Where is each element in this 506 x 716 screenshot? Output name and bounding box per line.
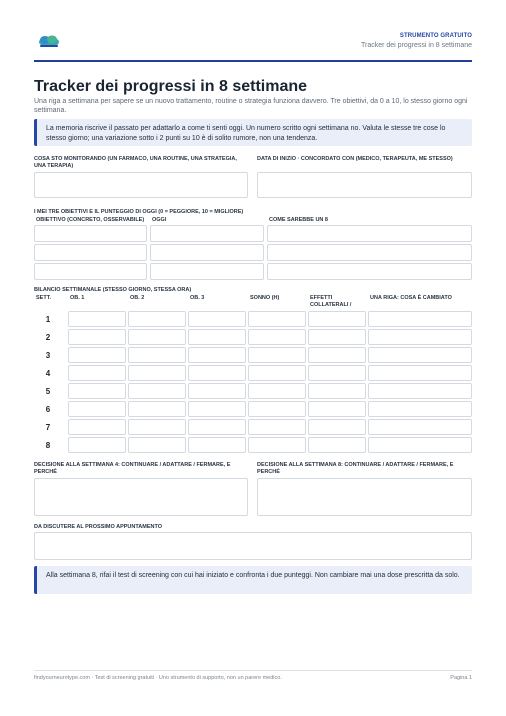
goal-2-today-field[interactable]: [150, 244, 264, 261]
week-2-side-effects-cell[interactable]: [308, 329, 366, 345]
week-number: 4: [45, 369, 51, 378]
week-3-change-cell[interactable]: [368, 347, 472, 363]
discuss-field[interactable]: [34, 532, 472, 560]
week-3-side-effects-cell[interactable]: [308, 347, 366, 363]
week-6-ob1-cell[interactable]: [68, 401, 126, 417]
week4-decision-label: DECISIONE ALLA SETTIMANA 4: CONTINUARE / ADATTARE / FERMARE, E PERCHÉ: [34, 462, 231, 475]
week-4-ob1-cell[interactable]: [68, 365, 126, 381]
week-3-ob3-cell[interactable]: [188, 347, 246, 363]
week-number: 8: [45, 441, 51, 450]
goal-2-field[interactable]: [34, 244, 147, 261]
week-1-ob1-cell[interactable]: [68, 311, 126, 327]
week-7-ob3-cell[interactable]: [188, 419, 246, 435]
weekly-col-side-effects: EFFETTI COLLATERALI /: [310, 295, 352, 308]
goal-3-week8-field[interactable]: [267, 263, 472, 280]
weekly-col-week: SETT.: [36, 295, 51, 301]
weekly-col-ob1: OB. 1: [70, 295, 85, 301]
week-8-side-effects-cell[interactable]: [308, 437, 366, 453]
week-2-ob1-cell[interactable]: [68, 329, 126, 345]
week-2-ob3-cell[interactable]: [188, 329, 246, 345]
monitor-start-label: DATA DI INIZIO · CONCORDATO CON (MEDICO, TERAPEUTA, ME STESSO): [257, 156, 453, 162]
goals-col-week8: COME SAREBBE UN 8: [269, 217, 328, 223]
weekly-section-label: BILANCIO SETTIMANALE (STESSO GIORNO, STESSA ORA): [34, 287, 192, 293]
discuss-label: DA DISCUTERE AL PROSSIMO APPUNTAMENTO: [34, 524, 163, 530]
page-title: Tracker dei progressi in 8 settimane: [34, 78, 308, 95]
week-7-side-effects-cell[interactable]: [308, 419, 366, 435]
brain-cloud-logo-icon: [38, 34, 60, 48]
week-7-sleep-cell[interactable]: [248, 419, 306, 435]
weekly-col-sleep: SONNO (H): [250, 295, 280, 301]
header-subtitle: Tracker dei progressi in 8 settimane: [360, 42, 472, 49]
week-5-ob1-cell[interactable]: [68, 383, 126, 399]
week-number: 5: [45, 387, 51, 396]
week-5-ob2-cell[interactable]: [128, 383, 186, 399]
goal-2-week8-field[interactable]: [267, 244, 472, 261]
week-3-ob2-cell[interactable]: [128, 347, 186, 363]
week-2-change-cell[interactable]: [368, 329, 472, 345]
footer-text: findyourneurotype.com · Test di screening gratuiti · Uno strumento di supporto, non un parere medico.: [34, 675, 282, 681]
week-number: 2: [45, 333, 51, 342]
week-1-ob3-cell[interactable]: [188, 311, 246, 327]
week-6-side-effects-cell[interactable]: [308, 401, 366, 417]
week-4-sleep-cell[interactable]: [248, 365, 306, 381]
goals-section-label: I MEI TRE OBIETTIVI E IL PUNTEGGIO DI OGGI (0 = PEGGIORE, 10 = MIGLIORE): [34, 209, 244, 215]
week-8-ob3-cell[interactable]: [188, 437, 246, 453]
intro-text: Una riga a settimana per sapere se un nuovo trattamento, routine o strategia funziona davvero. Tre obiettivi, da 0 a 10, lo stesso giorno ogni settimana.: [34, 98, 468, 114]
week-5-sleep-cell[interactable]: [248, 383, 306, 399]
week-1-side-effects-cell[interactable]: [308, 311, 366, 327]
goal-3-field[interactable]: [34, 263, 147, 280]
week-8-ob1-cell[interactable]: [68, 437, 126, 453]
week-7-ob2-cell[interactable]: [128, 419, 186, 435]
goals-col-today: OGGI: [152, 217, 167, 223]
rescreen-callout: Alla settimana 8, rifai il test di screening con cui hai iniziato e confronta i due punteggi. Non cambiare mai una dose prescritta da solo.: [34, 566, 472, 594]
week-5-ob3-cell[interactable]: [188, 383, 246, 399]
week-7-ob1-cell[interactable]: [68, 419, 126, 435]
page-header: [34, 28, 472, 62]
week-8-change-cell[interactable]: [368, 437, 472, 453]
week-number: 3: [45, 351, 51, 360]
week-6-sleep-cell[interactable]: [248, 401, 306, 417]
page-footer: [34, 670, 472, 681]
memory-callout: La memoria riscrive il passato per adattarlo a come ti senti oggi. Un numero scritto ogni settimana no. Valuta le stesse tre cose lo stesso giorno; una variazione sotto i 2 punti su 10 è di solito rumore, non una tendenza.: [34, 119, 472, 146]
monitor-what-field[interactable]: [34, 172, 248, 198]
week-6-change-cell[interactable]: [368, 401, 472, 417]
week4-decision-field[interactable]: [34, 478, 248, 516]
week-6-ob3-cell[interactable]: [188, 401, 246, 417]
week-5-change-cell[interactable]: [368, 383, 472, 399]
week-4-ob2-cell[interactable]: [128, 365, 186, 381]
header-kicker: STRUMENTO GRATUITO: [399, 33, 472, 39]
week-4-ob3-cell[interactable]: [188, 365, 246, 381]
week-2-ob2-cell[interactable]: [128, 329, 186, 345]
week-number: 1: [45, 315, 51, 324]
week-3-sleep-cell[interactable]: [248, 347, 306, 363]
monitor-start-field[interactable]: [257, 172, 472, 198]
header-rule: [34, 60, 472, 62]
weekly-col-ob3: OB. 3: [190, 295, 205, 301]
page-number: Pagina 1: [450, 675, 472, 681]
week-1-change-cell[interactable]: [368, 311, 472, 327]
weekly-col-change: UNA RIGA: COSA È CAMBIATO: [370, 295, 452, 301]
goal-1-field[interactable]: [34, 225, 147, 242]
weekly-col-ob2: OB. 2: [130, 295, 145, 301]
week-8-sleep-cell[interactable]: [248, 437, 306, 453]
week-7-change-cell[interactable]: [368, 419, 472, 435]
week-6-ob2-cell[interactable]: [128, 401, 186, 417]
week8-decision-label: DECISIONE ALLA SETTIMANA 8: CONTINUARE / ADATTARE / FERMARE, E PERCHÉ: [257, 462, 454, 475]
week-number: 7: [45, 423, 51, 432]
week-4-side-effects-cell[interactable]: [308, 365, 366, 381]
goal-1-today-field[interactable]: [150, 225, 264, 242]
week-1-sleep-cell[interactable]: [248, 311, 306, 327]
week-5-side-effects-cell[interactable]: [308, 383, 366, 399]
week-1-ob2-cell[interactable]: [128, 311, 186, 327]
week8-decision-field[interactable]: [257, 478, 472, 516]
week-8-ob2-cell[interactable]: [128, 437, 186, 453]
week-3-ob1-cell[interactable]: [68, 347, 126, 363]
monitor-what-label: COSA STO MONITORANDO (UN FARMACO, UNA ROUTINE, UNA STRATEGIA, UNA TERAPIA): [34, 156, 237, 169]
week-4-change-cell[interactable]: [368, 365, 472, 381]
goal-3-today-field[interactable]: [150, 263, 264, 280]
goal-1-week8-field[interactable]: [267, 225, 472, 242]
goals-col-goal: OBIETTIVO (CONCRETO, OSSERVABILE): [36, 217, 145, 223]
week-number: 6: [45, 405, 51, 414]
week-2-sleep-cell[interactable]: [248, 329, 306, 345]
